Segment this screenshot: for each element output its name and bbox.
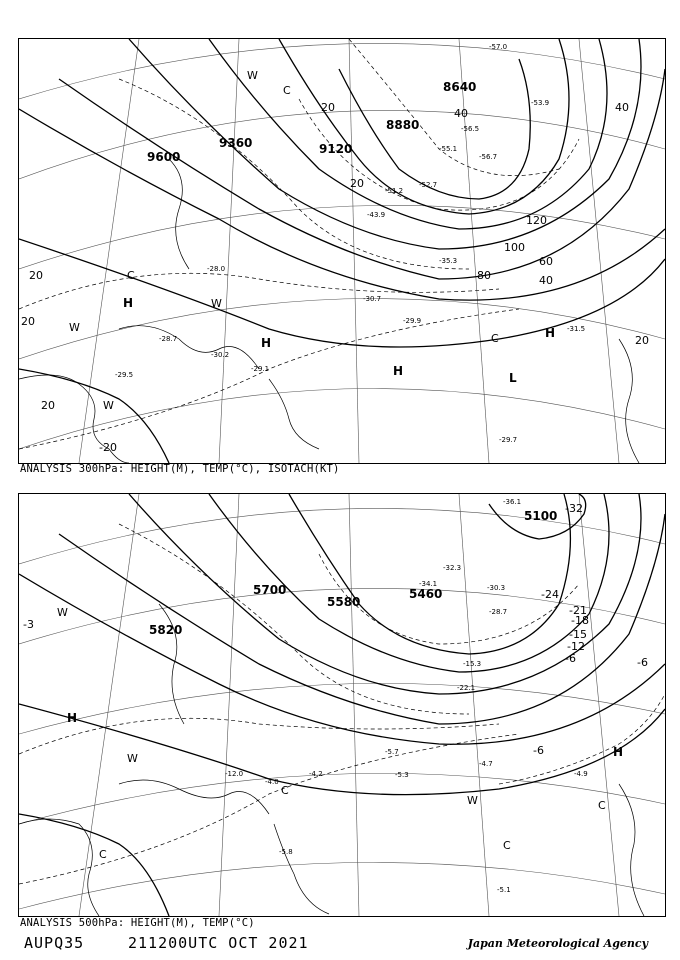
temp-label: -15 <box>569 628 587 641</box>
coastline-500 <box>19 604 644 916</box>
station-temp: -4.7 <box>479 760 493 768</box>
warm-marker: W <box>467 794 478 807</box>
high-center: H <box>393 364 404 378</box>
station-temp: -15.3 <box>463 660 482 668</box>
station-temp: -55.1 <box>439 145 458 153</box>
height-label-8640: 8640 <box>443 80 477 94</box>
isotach-label: 120 <box>526 214 547 227</box>
height-contours-300 <box>19 39 665 463</box>
graticule-300 <box>19 39 665 463</box>
station-temp: -30.3 <box>487 584 506 592</box>
temp-label: -32 <box>565 502 583 515</box>
cold-marker: C <box>491 332 499 345</box>
map-500hpa <box>19 494 665 916</box>
isotach-label: 20 <box>350 177 364 190</box>
station-temp: -4.9 <box>574 770 588 778</box>
cold-marker: C <box>281 784 289 797</box>
temp-label: -21 <box>569 604 587 617</box>
isotach-label: 40 <box>454 107 468 120</box>
centers-300 <box>69 69 555 412</box>
station-temp: -30.7 <box>363 295 382 303</box>
station-temp: -31.5 <box>567 325 586 333</box>
warm-marker: W <box>247 69 258 82</box>
isotach-label: 20 <box>41 399 55 412</box>
station-temp: -53.9 <box>531 99 550 107</box>
station-temp: -5.8 <box>279 848 293 856</box>
station-temp: -34.1 <box>419 580 438 588</box>
isotach-label: 20 <box>29 269 43 282</box>
isotherms-300 <box>19 39 579 449</box>
high-center: H <box>261 336 272 350</box>
station-temp: -56.5 <box>461 125 480 133</box>
temp-label: -6 <box>533 744 544 757</box>
caption-500hpa: ANALYSIS 500hPa: HEIGHT(M), TEMP(°C) <box>20 917 255 929</box>
warm-marker: W <box>69 321 80 334</box>
bulletin-code: AUPQ35 <box>24 934 85 952</box>
isotach-label: 20 <box>321 101 335 114</box>
cold-marker: C <box>99 848 107 861</box>
caption-300hpa: ANALYSIS 300hPa: HEIGHT(M), TEMP(°C), ISOTACH(KT) <box>20 463 340 475</box>
height-labels-500 <box>149 509 557 637</box>
station-values-500 <box>225 498 588 894</box>
height-label-5820: 5820 <box>149 623 183 637</box>
station-temp: -4.0 <box>265 778 279 786</box>
temp-label: -6 <box>565 652 576 665</box>
height-label-8880: 8880 <box>386 118 420 132</box>
station-temp: -29.1 <box>251 365 270 373</box>
isotach-label: 20 <box>635 334 649 347</box>
valid-time: 211200UTC OCT 2021 <box>128 934 309 952</box>
chart-300hpa <box>18 38 666 464</box>
station-temp: -22.1 <box>457 684 476 692</box>
height-label-5460: 5460 <box>409 587 443 601</box>
isotach-label: 20 <box>21 315 35 328</box>
temp-label: -3 <box>23 618 34 631</box>
graticule-500 <box>19 494 665 916</box>
isotach-label: 60 <box>539 255 553 268</box>
agency-name: Japan Meteorological Agency <box>467 937 648 950</box>
station-temp: -29.7 <box>499 436 518 444</box>
high-center: H <box>67 711 78 725</box>
station-temp: -51.2 <box>385 187 404 195</box>
isotach-label: 100 <box>504 241 525 254</box>
isotach-label: -20 <box>99 441 117 454</box>
height-label-5100: 5100 <box>524 509 558 523</box>
map-300hpa <box>19 39 665 463</box>
station-temp: -52.7 <box>419 181 438 189</box>
cold-marker: C <box>503 839 511 852</box>
station-temp: -57.0 <box>489 43 508 51</box>
isotach-label: 40 <box>615 101 629 114</box>
station-temp: -5.7 <box>385 748 399 756</box>
station-temp: -4.2 <box>309 770 323 778</box>
temp-label: -18 <box>571 614 589 627</box>
cold-marker: C <box>127 269 135 282</box>
warm-marker: W <box>57 606 68 619</box>
cold-marker: C <box>598 799 606 812</box>
high-center: H <box>545 326 556 340</box>
station-temp: -36.1 <box>503 498 522 506</box>
station-temp: -28.0 <box>207 265 226 273</box>
station-temp: -28.7 <box>159 335 178 343</box>
temp-label: -12 <box>567 640 585 653</box>
station-temp: -28.7 <box>489 608 508 616</box>
station-temp: -35.3 <box>439 257 458 265</box>
station-temp: -30.2 <box>211 351 230 359</box>
station-temp: -32.3 <box>443 564 462 572</box>
height-label-9120: 9120 <box>319 142 353 156</box>
height-label-9360: 9360 <box>219 136 253 150</box>
station-temp: -43.9 <box>367 211 386 219</box>
station-temp: -5.1 <box>497 886 511 894</box>
warm-marker: W <box>127 752 138 765</box>
height-contours-500 <box>19 494 665 916</box>
cold-marker: C <box>283 84 291 97</box>
low-center: L <box>509 371 517 385</box>
coastline-300 <box>19 159 639 463</box>
temp-label: -24 <box>541 588 559 601</box>
station-temp: -5.3 <box>395 771 409 779</box>
warm-marker: W <box>211 297 222 310</box>
station-temp: -56.7 <box>479 153 498 161</box>
temp-label: -6 <box>637 656 648 669</box>
station-temp: -29.9 <box>403 317 422 325</box>
isotach-label: 80 <box>477 269 491 282</box>
high-center: H <box>123 296 134 310</box>
isotach-label: 40 <box>539 274 553 287</box>
height-label-5700: 5700 <box>253 583 287 597</box>
station-temp: -12.0 <box>225 770 244 778</box>
high-center: H <box>613 745 624 759</box>
station-temp: -29.5 <box>115 371 134 379</box>
warm-marker: W <box>103 399 114 412</box>
chart-500hpa <box>18 493 666 917</box>
height-label-9600: 9600 <box>147 150 181 164</box>
height-label-5580: 5580 <box>327 595 361 609</box>
